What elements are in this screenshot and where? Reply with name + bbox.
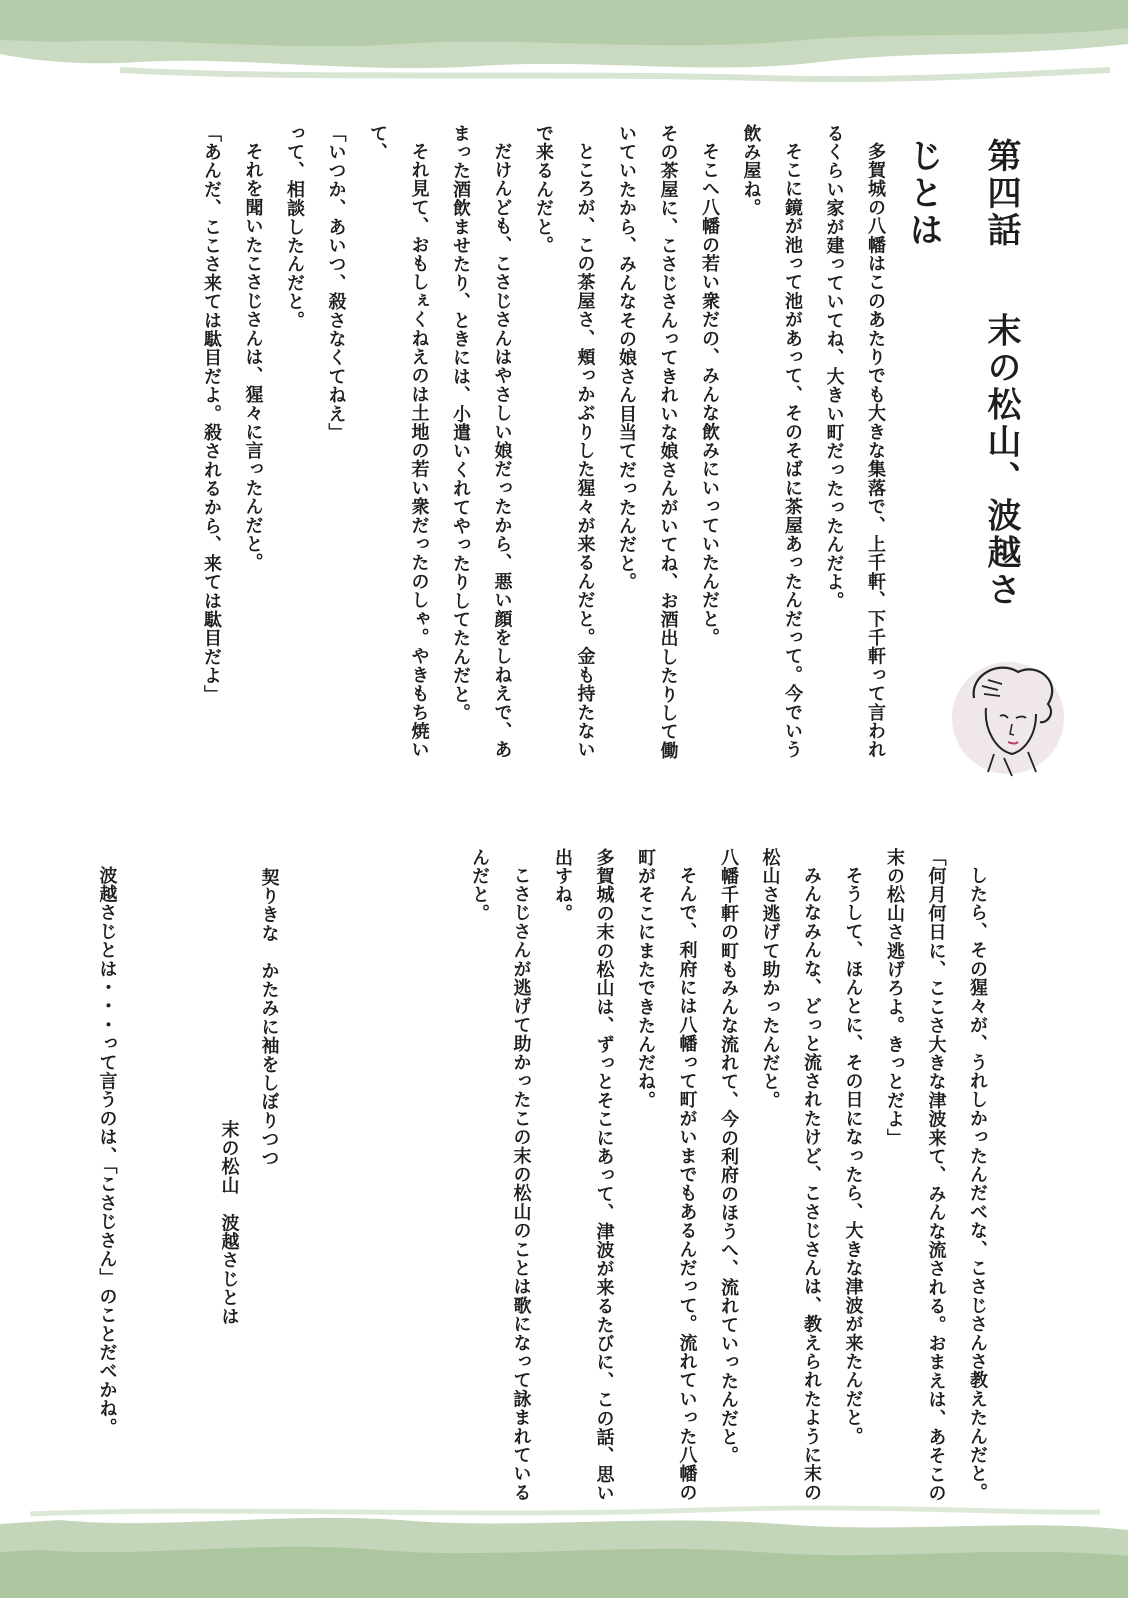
paragraph: 多賀城の八幡はこのあたりでも大きな集落で、上千軒、下千軒って言われるくらい家が建っていてね、大きい町だったったんだよ。 bbox=[823, 124, 886, 760]
paragraph: そこに鏡が池って池があって、そのそばに茶屋あったんだって。今でいう飲み屋ね。 bbox=[740, 124, 803, 760]
paragraph: そこへ八幡の若い衆だの、みんな飲みにいっていたんだと。 bbox=[699, 142, 720, 647]
chapter-title bbox=[903, 138, 1040, 618]
bottom-brush-stroke bbox=[0, 1500, 1128, 1598]
woman-portrait-illustration bbox=[944, 652, 1072, 780]
paragraph: 八幡千軒の町もみんな流れて、今の利府のほうへ、流れていったんだと。 bbox=[718, 848, 739, 1466]
paragraph: その茶屋に、こさじさんってきれいな娘さんがいてね、お酒出したりして働いていたから、みんなその娘さん目当てだったんだと。 bbox=[616, 124, 679, 760]
paragraph: 波越さじとは・・・って言うのは、「こさじさん」のことだべかね。 bbox=[96, 866, 118, 1437]
paragraph: 多賀城の末の松山は、ずっとそこにあって、津波が来るたびに、この話、思い出すね。 bbox=[552, 848, 615, 1503]
poem-line-1: 契りきな かたみに袖をしぼりつつ bbox=[258, 868, 280, 1168]
paragraph: それ見て、おもしぇくねえのは土地の若い衆だったのしゃ。やきもち焼いて、 bbox=[367, 124, 430, 760]
story-text-upper bbox=[191, 124, 897, 764]
paragraph: そうして、ほんとに、その日になったら、大きな津波が来たんだと。 bbox=[842, 866, 864, 1446]
story-title: 末の松山、波越さじとは bbox=[903, 138, 1021, 609]
story-text-lower bbox=[459, 848, 999, 1508]
paragraph: それを聞いたこさじさんは、猩々に言ったんだと。 bbox=[242, 142, 264, 573]
paragraph: したら、その猩々が、うれしかったんだべな、こさじさんさ教えたんだと。 bbox=[967, 866, 988, 1502]
dialogue-line: 「いつか、あいつ、殺さなくてねえ」 bbox=[325, 124, 347, 442]
dialogue-line: 「あんだ、ここさ来ては駄目だよ。殺されるから、来ては駄目だよ」 bbox=[201, 124, 222, 704]
poem-line-2: 末の松山 波越さじとは bbox=[218, 1120, 240, 1326]
paragraph: だけんども、こさじさんはやさしい娘だったから、悪い顔をしねえで、あまった酒飲ませたり、ときには、小遣いくれてやったりしてたんだと。 bbox=[450, 124, 513, 760]
story-text-closing bbox=[86, 848, 128, 1508]
dialogue-line: 「何月何日に、ここさ大きな津波来て、みんな流される。おまえは、あそこの末の松山さ逃げろよ。きっとだよ」 bbox=[884, 848, 947, 1503]
paragraph: って、相談したんだと。 bbox=[284, 124, 305, 330]
paragraph: そんで、利府には八幡って町がいまでもあるんだって。流れていった八幡の町がそこにまたできたんだね。 bbox=[635, 848, 698, 1502]
chapter-number: 第四話 bbox=[981, 138, 1021, 249]
paragraph: みんなみんな、どっと流されたけど、こさじさんは、教えられたように末の松山さ逃げて助かったんだと。 bbox=[759, 848, 822, 1502]
paragraph: こさじさんが逃げて助かったこの末の松山のことは歌になって詠まれているんだと。 bbox=[469, 848, 532, 1502]
paragraph: ところが、この茶屋さ、頬っかぶりした猩々が来るんだと。金も持たないで来るんだと。 bbox=[533, 124, 596, 760]
top-brush-stroke bbox=[0, 0, 1128, 86]
